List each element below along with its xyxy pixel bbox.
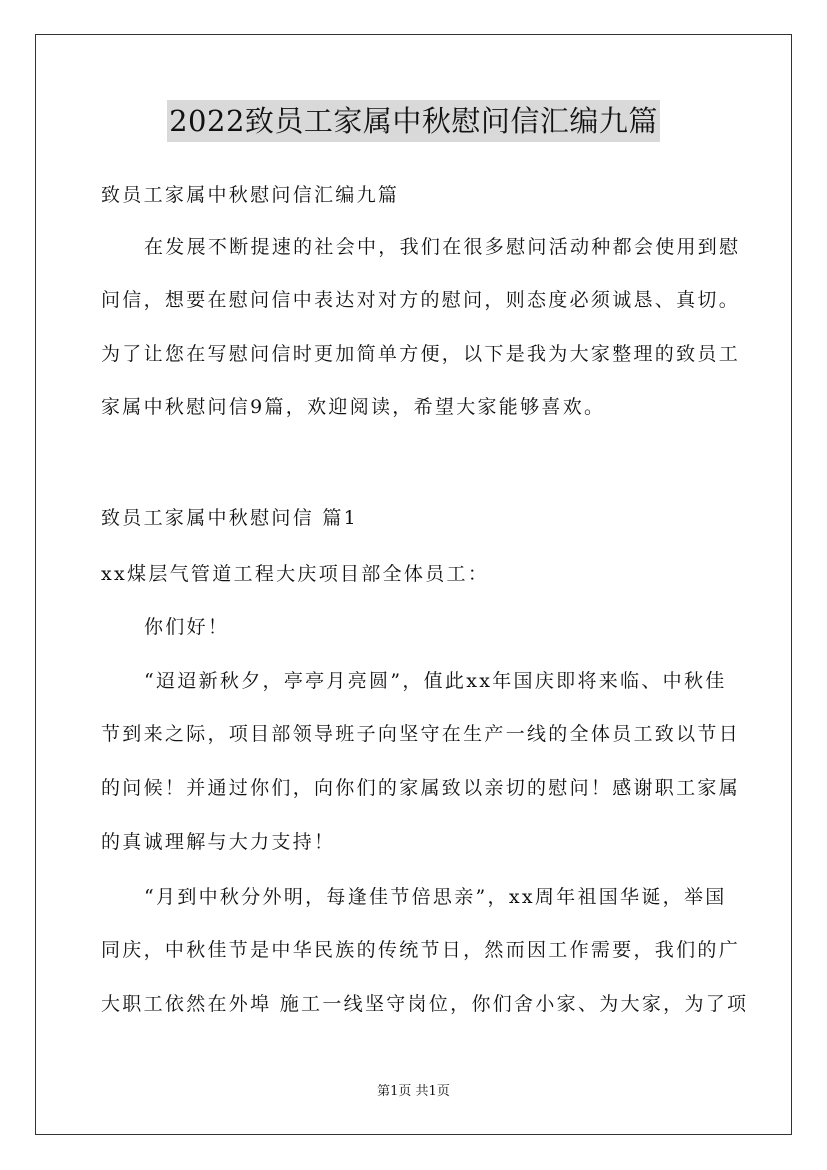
paragraph-line: 同庆，中秋佳节是中华民族的传统节日，然而因工作需要，我们的广	[101, 939, 741, 961]
page-footer: 第1页 共1页	[377, 1084, 450, 1099]
paragraph-line: 节到来之际，项目部领导班子向坚守在生产一线的全体员工致以节日	[101, 723, 741, 745]
document-title: 2022致员工家属中秋慰问信汇编九篇	[167, 100, 660, 142]
intro-line: 家属中秋慰问信9篇，欢迎阅读，希望大家能够喜欢。	[101, 396, 606, 418]
intro-line: 在发展不断提速的社会中，我们在很多慰问活动种都会使用到慰	[144, 236, 741, 258]
paragraph-line: “迢迢新秋夕，亭亭月亮圆”，值此xx年国庆即将来临、中秋佳	[144, 670, 727, 692]
intro-line: 问信，想要在慰问信中表达对对方的慰问，则态度必须诚恳、真切。	[101, 289, 741, 311]
paragraph-line: “月到中秋分外明，每逢佳节倍思亲”，xx周年祖国华诞，举国	[144, 886, 727, 908]
title-container	[0, 100, 827, 142]
section-heading: 致员工家属中秋慰问信 篇1	[101, 507, 359, 529]
paragraph-line: 的真诚理解与大力支持！	[101, 831, 336, 853]
paragraph-line: 大职工依然在外埠 施工一线坚守岗位，你们舍小家、为大家，为了项	[101, 993, 749, 1015]
greeting: 你们好！	[144, 616, 230, 638]
salutation: xx煤层气管道工程大庆项目部全体员工：	[101, 563, 490, 585]
paragraph-line: 的问候！并通过你们，向你们的家属致以亲切的慰问！感谢职工家属	[101, 777, 741, 799]
intro-line: 为了让您在写慰问信时更加简单方便，以下是我为大家整理的致员工	[101, 343, 741, 365]
subtitle: 致员工家属中秋慰问信汇编九篇	[101, 184, 400, 206]
